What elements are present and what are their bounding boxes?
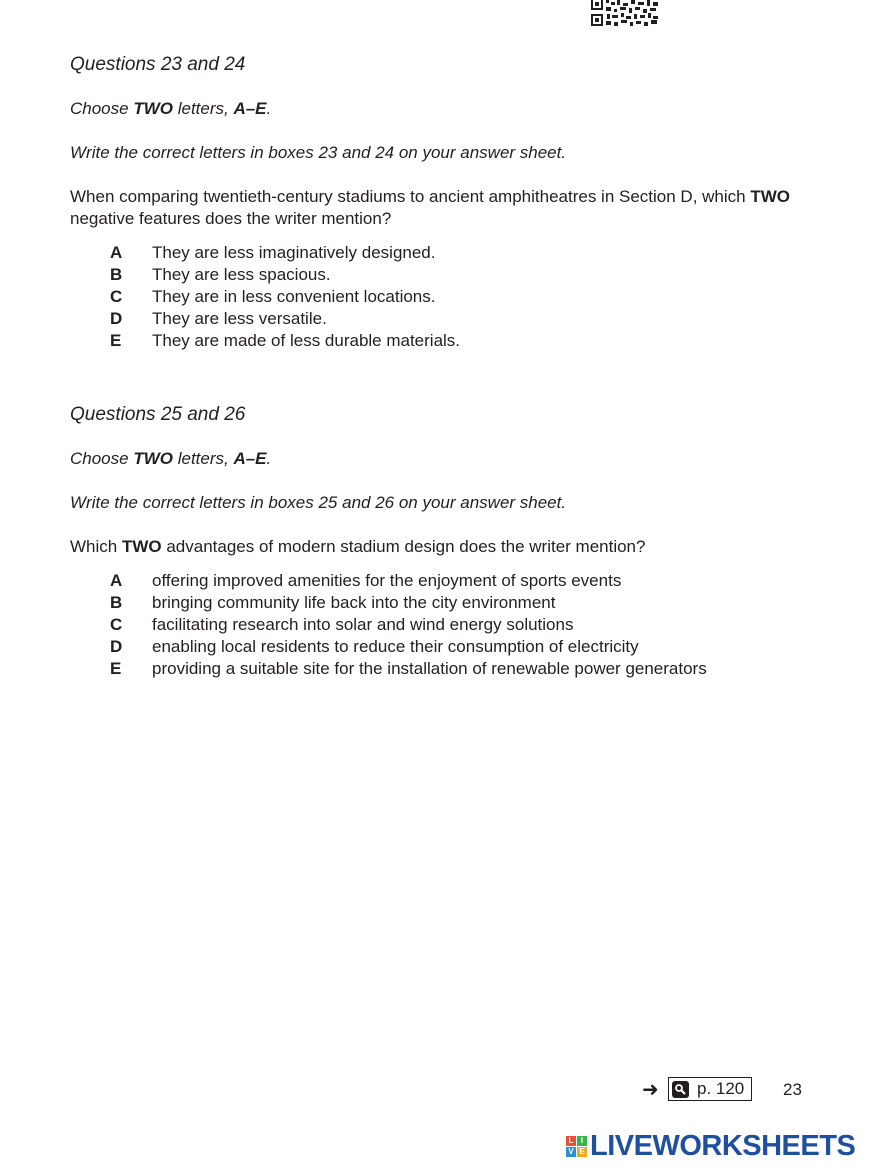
- arrow-right-icon: ➜: [642, 1079, 659, 1101]
- reference-page-label: p. 120: [697, 1079, 745, 1098]
- option-b: B bringing community life back into the city environment: [110, 593, 556, 612]
- section2-question: Which TWO advantages of modern stadium design does the writer mention?: [70, 537, 646, 556]
- logo-mark-icon: [566, 1136, 587, 1157]
- liveworksheets-logo: [566, 1131, 855, 1161]
- option-d: D enabling local residents to reduce their consumption of electricity: [110, 637, 639, 656]
- logo-tile: L: [566, 1136, 576, 1146]
- logo-text: LIVEWORKSHEETS: [590, 1129, 856, 1162]
- section1-question: When comparing twentieth-century stadiums to ancient amphitheatres in Section D, which TWO negative features does the writer mention?: [70, 187, 790, 228]
- logo-tile: V: [566, 1147, 576, 1157]
- logo-tile: E: [577, 1147, 587, 1157]
- key-icon: [672, 1081, 689, 1098]
- section1-options: [110, 242, 460, 352]
- option-a: A They are less imaginatively designed.: [110, 243, 436, 262]
- section1-heading: Questions 23 and 24: [70, 54, 246, 75]
- section2-options: [110, 570, 707, 680]
- option-c: C facilitating research into solar and wind energy solutions: [110, 615, 574, 634]
- section1-write-instruction: Write the correct letters in boxes 23 and 24 on your answer sheet.: [70, 143, 567, 162]
- option-e: E providing a suitable site for the installation of renewable power generators: [110, 659, 707, 678]
- answer-reference-link[interactable]: [668, 1077, 752, 1101]
- section2-choose-instruction: Choose TWO letters, A–E.: [70, 449, 272, 468]
- option-c: C They are in less convenient locations.: [110, 287, 436, 306]
- option-d: D They are less versatile.: [110, 309, 327, 328]
- option-e: E They are made of less durable materials.: [110, 331, 461, 350]
- section1-choose-instruction: Choose TWO letters, A–E.: [70, 99, 272, 118]
- page-number: 23: [783, 1080, 802, 1099]
- section2-write-instruction: Write the correct letters in boxes 25 and 26 on your answer sheet.: [70, 493, 567, 512]
- section2-heading: Questions 25 and 26: [70, 404, 246, 425]
- option-b: B They are less spacious.: [110, 265, 331, 284]
- option-a: A offering improved amenities for the enjoyment of sports events: [110, 571, 622, 590]
- logo-tile: I: [577, 1136, 587, 1146]
- qr-code-icon: [590, 0, 659, 28]
